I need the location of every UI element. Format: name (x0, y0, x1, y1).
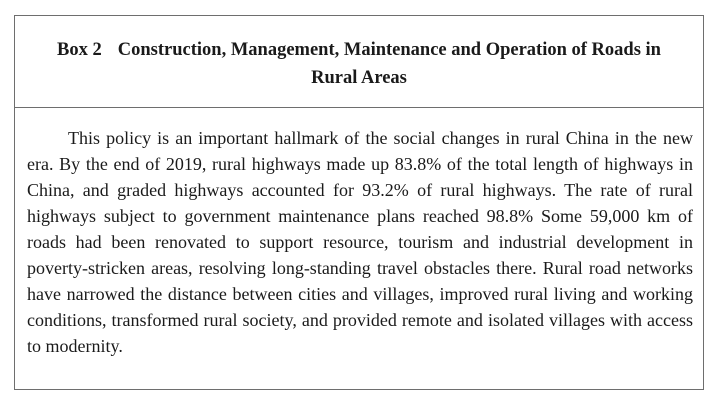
box-label: Box 2 (57, 40, 102, 60)
box-title: Construction, Management, Maintenance and Operation of Roads in (117, 40, 661, 60)
box-title-line-1 (15, 36, 703, 64)
box-title-line-2: Rural Areas (311, 68, 407, 88)
box-header (15, 16, 703, 108)
text-box (14, 15, 704, 390)
box-body-paragraph: This policy is an important hallmark of the social changes in rural China in the new era. By the end of 2019, rural highways made up 83.8% of the total length of highways in China, and graded highways accounted for 93.2% of rural highways. The rate of rural highways subject to government maintenance plans reached 98.8% Some 59,000 km of roads had been renovated to support resource, tourism and industrial development in poverty-stricken areas, resolving long-standing travel obstacles there. Rural road networks have narrowed the distance between cities and villages, improved rural living and working conditions, transformed rural society, and provided remote and isolated villages with access to modernity. (27, 128, 693, 356)
